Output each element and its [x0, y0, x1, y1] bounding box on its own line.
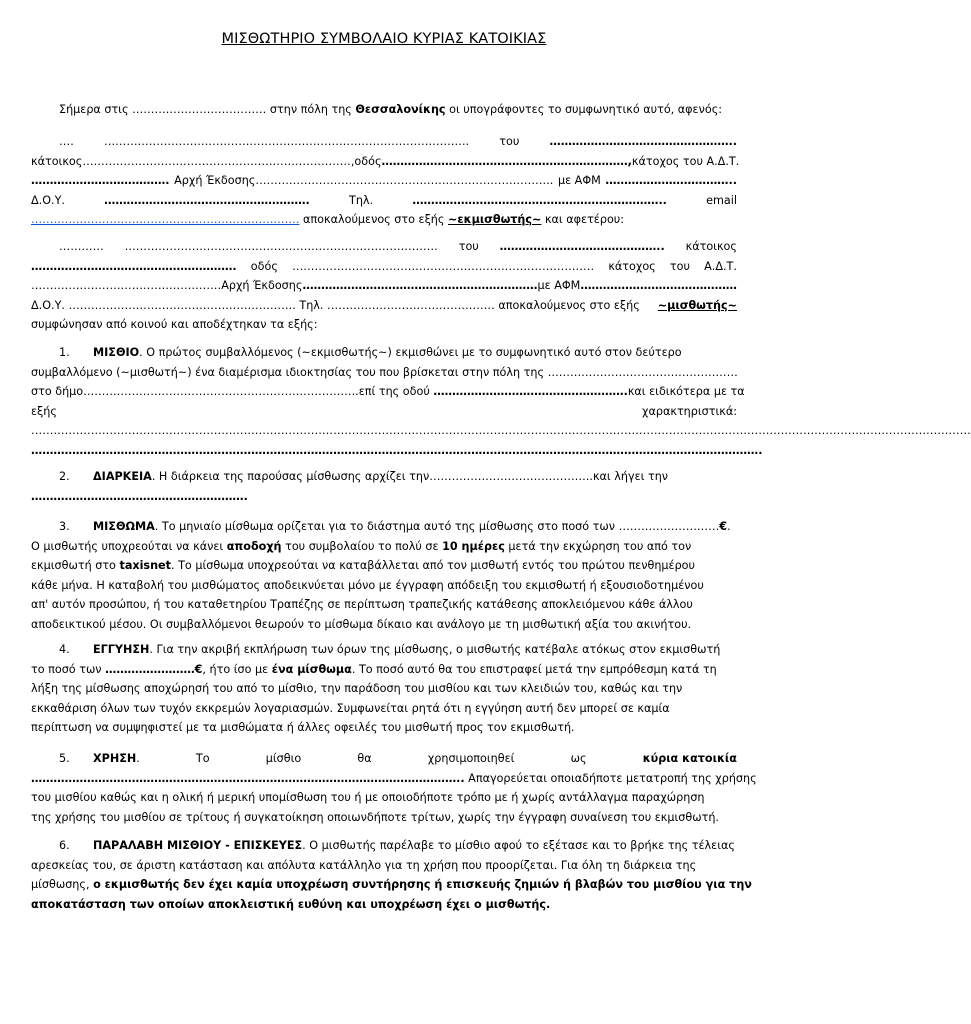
emphasis: ένα μίσθωμα	[271, 662, 352, 676]
section-5	[31, 749, 757, 827]
text-word: . Ο μισθωτής παρέλαβε το μίσθιο αφού το εξέτασε και το βρήκε της τέλειας	[302, 839, 735, 852]
section-4-line-2	[31, 660, 737, 680]
emphasis: κύρια κατοικία	[642, 752, 737, 765]
lessee-line-1	[31, 237, 737, 257]
section-1	[31, 343, 971, 460]
text-word: χαρακτηριστικά:	[642, 404, 737, 418]
blank-field: ……………………………….	[31, 174, 170, 187]
section-3-line-5: απ' αυτόν προσώπου, ή του καταθετηρίου Τραπέζης σε περίπτωση τραπεζικής κατάθεσης αποκλειόμενου κάθε άλλου	[31, 598, 693, 611]
blank-field: ……………………………………………………………………………………………………..	[31, 771, 465, 785]
section-3-line-2	[31, 537, 737, 557]
section-5-line-4: της χρήσης του μισθίου σε τρίτους ή συγκατοίκηση οποιωνδήποτε τρίτων, χωρίς την έγγραφη συναίνεση του εκμισθωτή.	[31, 810, 719, 824]
lessee-line-4	[31, 296, 737, 316]
text-word: κάτοικος………………………………………………………………,	[31, 154, 355, 168]
text-word: μίσθωσης,	[31, 878, 94, 891]
currency-symbol: €	[719, 520, 728, 533]
text-word: του	[669, 259, 690, 273]
blank-field: ………………………………………………….	[31, 489, 248, 503]
text-word: . Το μηνιαίο μίσθωμα ορίζεται για το διάστημα αυτό της μίσθωσης στο ποσό των ………………………	[154, 520, 720, 533]
text-word: . Το μίσθωμα υποχρεούται να καταβάλλεται από τον μισθωτή εντός του πρώτου πενθημέρου	[170, 559, 695, 572]
text-word: . Για την ακριβή εκπλήρωση των όρων της μίσθωσης, ο μισθωτής κατέβαλε ατόκως στον εκμισθωτή	[149, 643, 721, 656]
intro-text: Σήμερα στις ……………………………… στην πόλη της	[59, 103, 356, 116]
emphasis: 10 ημέρες	[442, 539, 505, 553]
section-5-line-3: του μισθίου καθώς και η ολική ή μερική υπομίσθωση του ή με οποιοδήποτε τρόπο με ή χωρίς αντάλλαγμα παραχώρηση	[31, 791, 705, 804]
lessor-line-4	[31, 191, 737, 211]
section-5-line-2	[31, 769, 757, 789]
text-word: Δ.Ο.Υ. ……………………………………………………. Τηλ. ……………………………………… αποκαλούμενος στο εξής	[31, 298, 640, 312]
text-word: , ήτο ίσο με	[202, 662, 272, 676]
blank-field: …………	[59, 240, 104, 253]
lessee-line-2	[31, 257, 737, 277]
document-title: ΜΙΣΘΩΤΗΡΙΟ ΣΥΜΒΟΛΑΙΟ ΚΥΡΙΑΣ ΚΑΤΟΙΚΙΑΣ	[221, 31, 547, 47]
blank-field: ……………………………………………….	[31, 259, 237, 273]
text-word: οδός	[250, 259, 278, 273]
text-word: με ΑΦΜ	[557, 174, 601, 187]
agreement-statement: συμφώνησαν από κοινού και αποδέχτηκαν τα εξής:	[31, 318, 318, 331]
text-word: μίσθιο	[265, 752, 302, 765]
section-heading: ΕΓΓΥΗΣΗ	[93, 643, 150, 656]
blank-field: …………………………………………………………,	[381, 154, 632, 168]
blank-field: ……………………………..	[605, 174, 737, 187]
section-5-line-1	[31, 749, 737, 769]
section-number: 3.	[59, 520, 70, 533]
section-heading: ΔΙΑΡΚΕΙΑ	[93, 470, 152, 483]
section-1-line-3	[31, 382, 745, 402]
text-word: αποκαλούμενος στο εξής	[299, 213, 449, 226]
emphasis: taxisnet	[119, 559, 171, 572]
lessee-paragraph	[31, 237, 737, 335]
intro-line	[31, 100, 737, 120]
text-word: ……………………………………………Αρχή Έκδοσης	[31, 279, 303, 292]
text-word: με ΑΦΜ	[537, 279, 581, 292]
section-3	[31, 517, 737, 634]
email-link[interactable]: ………………………………………………………………	[31, 213, 300, 226]
text-word: του	[499, 135, 520, 148]
text-word: εκμισθωτή στο	[31, 559, 120, 572]
section-number: 5.	[59, 752, 70, 765]
section-4-line-1	[31, 640, 737, 660]
section-number: 2.	[59, 470, 70, 483]
emphasis: αποδοχή	[226, 539, 282, 553]
lessee-role: ~μισθωτής~	[657, 298, 737, 312]
text-word: Αρχή Έκδοσης……………………………………………………………………..	[174, 174, 554, 187]
intro-city: Θεσσαλονίκης	[355, 103, 446, 116]
section-6-line-4: αποκατάσταση των οποίων αποκλειστική ευθύνη και υποχρέωση έχει ο μισθωτής.	[31, 897, 551, 911]
section-heading: ΜΙΣΘΩΜΑ	[93, 520, 155, 533]
text-word: .	[727, 520, 731, 533]
lessor-role: ~εκμισθωτής~	[448, 213, 542, 226]
blank-field: …………………………………………..	[549, 135, 737, 148]
blank-field: …………………………………………………………………………	[124, 240, 438, 253]
section-2	[31, 467, 737, 506]
section-6-line-2: αρεσκείας του, σε άριστη κατάσταση και απόλυτα κατάλληλο για τη χρήση που προορίζεται. Για όλη τη διάρκεια της	[31, 858, 697, 872]
section-3-line-6: αποδεικτικού μέσου. Οι συμβαλλόμενοι θεωρούν το μίσθωμα δίκαιο και ανάλογο με τη μισθωτική αξία του ακινήτου.	[31, 617, 692, 631]
blank-field: ………………………………………………………………………	[292, 259, 595, 273]
section-1-line-2: συμβαλλόμενο (~μισθωτή~) ένα διαμέρισμα ιδιοκτησίας του που βρίσκεται στην πόλη της ……………………………………………	[31, 365, 738, 379]
text-word: εξής	[31, 404, 57, 418]
text-word: . Ο πρώτος συμβαλλόμενος (~εκμισθωτής~) εκμισθώνει με το συμφωνητικό αυτό στον δεύτερο	[139, 346, 682, 359]
section-6-line-1	[31, 836, 737, 856]
lessor-line-2	[31, 152, 740, 172]
section-3-line-4: κάθε μήνα. Η καταβολή του μισθώματος αποδεικνύεται μόνο με έγγραφη απόδειξη του εκμισθωτή ή εξουσιοδοτημένου	[31, 578, 704, 592]
text-word: ως	[570, 752, 587, 765]
section-heading: ΧΡΗΣΗ	[93, 752, 137, 765]
section-3-line-3	[31, 556, 737, 576]
text-word: χρησιμοποιηθεί	[427, 752, 515, 765]
text-word: του	[458, 240, 479, 253]
text-word: οδός	[354, 154, 382, 168]
section-3-line-1	[31, 517, 737, 537]
blank-field: ……………………………………..	[499, 240, 665, 253]
text-word: κάτοχος	[608, 259, 656, 273]
blank-field: …………………………………………….	[433, 385, 628, 398]
text-word: Απαγορεύεται οποιαδήποτε μετατροπή της χρήσης	[464, 771, 757, 785]
text-word: κάτοχος του Α.Δ.Τ.	[631, 154, 740, 168]
text-word: Το	[195, 752, 210, 765]
text-word: του συμβολαίου το πολύ σε	[281, 539, 443, 553]
lessor-line-1	[31, 132, 737, 152]
section-4	[31, 640, 737, 738]
text-word: Τηλ.	[349, 193, 374, 207]
text-word: θα	[357, 752, 372, 765]
lessor-line-3	[31, 171, 737, 191]
section-1-line-1	[31, 343, 737, 363]
text-word: και ειδικότερα με τα	[627, 385, 745, 398]
section-6	[31, 836, 752, 914]
section-heading: ΜΙΣΘΙΟ	[93, 346, 140, 359]
text-word: και αφετέρου:	[541, 213, 625, 226]
section-2-line-1	[31, 467, 737, 487]
lessee-line-3	[31, 276, 737, 296]
text-word: Α.Δ.Τ.	[704, 259, 737, 273]
text-word: στο δήμο………………………………………………………………..επί της οδού	[31, 385, 434, 398]
blank-field: ……………………………………………………………………………………..	[103, 135, 470, 148]
lessor-paragraph	[31, 132, 740, 230]
blank-field: …………………………………………………………..	[412, 193, 667, 207]
blank-field: ………………………………………………………………………………………………………………………………………………………………………………………………………………………………	[31, 424, 971, 437]
text-word: email	[706, 193, 737, 207]
lessor-line-5	[31, 210, 737, 230]
blank-field: ……………………€	[105, 662, 203, 676]
intro-paragraph	[31, 100, 737, 120]
text-word: Δ.Ο.Υ.	[31, 193, 65, 207]
blank-field: ………………………………………………………	[302, 279, 538, 292]
section-heading: ΠΑΡΑΛΑΒΗ ΜΙΣΘΙΟΥ - ΕΠΙΣΚΕΥΕΣ	[93, 839, 303, 852]
blank-field: ……………………………………	[580, 279, 737, 292]
section-number: 1.	[59, 346, 70, 359]
section-4-line-5: περίπτωση να συμψηφιστεί με τα μισθώματα ή άλλες οφειλές του μισθωτή προς τον εκμισθωτή.	[31, 721, 575, 734]
section-6-line-3	[31, 875, 752, 895]
section-number: 4.	[59, 643, 70, 656]
blank-field: …………………………………………………………………………………………………………………………………………………………………………….	[31, 443, 763, 457]
section-4-line-4: εκκαθάριση όλων των τυχόν εκκρεμών λογαριασμών. Συμφωνείται ρητά ότι η εγγύηση αυτή δεν μπορεί σε καμία	[31, 701, 670, 715]
text-word: μετά την εκχώρηση του από τον	[504, 539, 692, 553]
text-word: . Η διάρκεια της παρούσας μίσθωσης αρχίζει την……………………………………..και λήγει την	[151, 470, 669, 483]
section-1-line-4	[31, 402, 737, 422]
section-4-line-3: λήξη της μίσθωσης αποχώρησή του από το μίσθιο, την παράδοση του μισθίου και των κλειδιών του, καθώς και την	[31, 682, 683, 695]
section-number: 6.	[59, 839, 70, 852]
blank-field: ……………………………………………….	[104, 193, 310, 207]
blank-field: ….	[59, 135, 74, 148]
text-word: Ο μισθωτής υποχρεούται να κάνει	[31, 539, 227, 553]
intro-text-end: οι υπογράφοντες το συμφωνητικό αυτό, αφενός:	[445, 103, 723, 116]
emphasis: ο εκμισθωτής δεν έχει καμία υποχρέωση συντήρησης ή επισκευής ζημιών ή βλαβών του μισθίου για την	[93, 878, 752, 891]
text-word: .	[136, 752, 140, 765]
text-word: . Το ποσό αυτό θα του επιστραφεί μετά την εμπρόθεσμη κατά τη	[351, 662, 717, 676]
text-word: κάτοικος	[685, 240, 737, 253]
text-word: το ποσό των	[31, 662, 106, 676]
